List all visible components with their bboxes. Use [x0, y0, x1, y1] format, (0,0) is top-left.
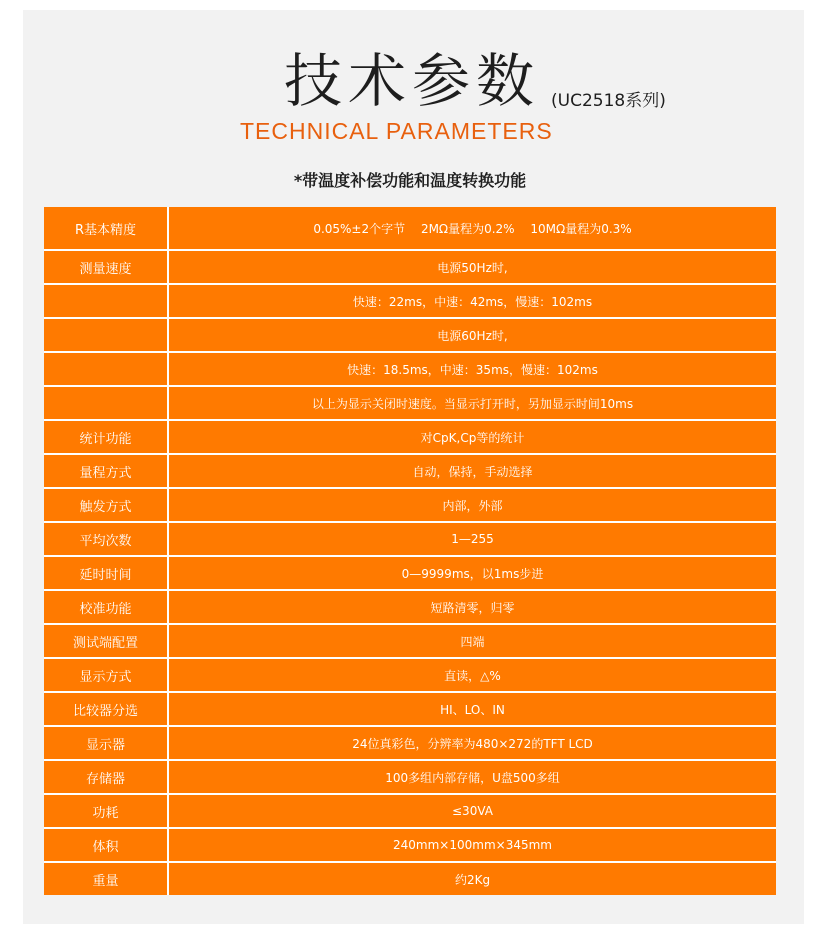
table-row	[44, 761, 776, 795]
spec-value: 24位真彩色，分辨率为480×272的TFT LCD	[352, 736, 593, 751]
spec-label	[44, 319, 169, 351]
spec-label: 存储器	[44, 761, 169, 793]
spec-label: 平均次数	[44, 523, 169, 555]
spec-label: 功耗	[44, 795, 169, 827]
table-row	[44, 557, 776, 591]
spec-value: 电源50Hz时,	[437, 260, 508, 275]
table-row	[44, 387, 776, 421]
spec-table	[44, 207, 776, 895]
spec-value: 自动，保持，手动选择	[412, 464, 533, 479]
spec-value: ≤30VA	[452, 804, 493, 818]
spec-label: 延时时间	[44, 557, 169, 589]
spec-value: 四端	[460, 634, 485, 649]
spec-value: 短路清零，归零	[430, 600, 515, 615]
feature-note: *带温度补偿功能和温度转换功能	[293, 171, 527, 190]
table-row	[44, 795, 776, 829]
spec-value: 1—255	[451, 532, 494, 546]
table-row	[44, 285, 776, 319]
spec-label: 比较器分选	[44, 693, 169, 725]
spec-label: 统计功能	[44, 421, 169, 453]
spec-value: 100多组内部存储，U盘500多组	[385, 770, 560, 785]
spec-value: HI、LO、IN	[440, 702, 505, 717]
table-row	[44, 693, 776, 727]
spec-value: 0—9999ms，以1ms步进	[401, 566, 544, 581]
table-row	[44, 591, 776, 625]
spec-label: 重量	[44, 863, 169, 895]
spec-value: 0.05%±2个字节 2MΩ量程为0.2% 10MΩ量程为0.3%	[313, 221, 632, 236]
table-row	[44, 659, 776, 693]
table-row	[44, 319, 776, 353]
spec-label: 体积	[44, 829, 169, 861]
series-label: (UC2518系列)	[551, 91, 666, 111]
table-row	[44, 251, 776, 285]
table-row	[44, 421, 776, 455]
english-title: TECHNICAL PARAMETERS	[240, 118, 553, 144]
spec-value: 直读，△%	[444, 668, 501, 683]
spec-label: 显示器	[44, 727, 169, 759]
spec-label: 量程方式	[44, 455, 169, 487]
spec-value: 240mm×100mm×345mm	[393, 838, 552, 852]
table-row	[44, 523, 776, 557]
spec-value: 快速：18.5ms，中速：35ms，慢速：102ms	[347, 362, 598, 377]
spec-label: 测试端配置	[44, 625, 169, 657]
table-row	[44, 489, 776, 523]
spec-value: 快速：22ms，中速：42ms，慢速：102ms	[352, 294, 593, 309]
table-row	[44, 829, 776, 863]
spec-label	[44, 387, 169, 419]
spec-label: 显示方式	[44, 659, 169, 691]
spec-label	[44, 353, 169, 385]
spec-label: 校准功能	[44, 591, 169, 623]
spec-label: R基本精度	[44, 207, 169, 249]
table-row	[44, 863, 776, 895]
table-row	[44, 625, 776, 659]
table-row	[44, 455, 776, 489]
spec-value: 内部，外部	[442, 498, 503, 513]
spec-label: 触发方式	[44, 489, 169, 521]
table-row	[44, 353, 776, 387]
page-title: 技术参数	[284, 47, 541, 115]
spec-label: 测量速度	[44, 251, 169, 283]
spec-value: 对CpK,Cp等的统计	[420, 430, 525, 445]
spec-value: 约2Kg	[454, 872, 491, 887]
table-row	[44, 207, 776, 251]
table-row	[44, 727, 776, 761]
spec-value: 以上为显示关闭时速度。当显示打开时，另加显示时间10ms	[311, 396, 634, 411]
spec-label	[44, 285, 169, 317]
spec-value: 电源60Hz时,	[437, 328, 508, 343]
